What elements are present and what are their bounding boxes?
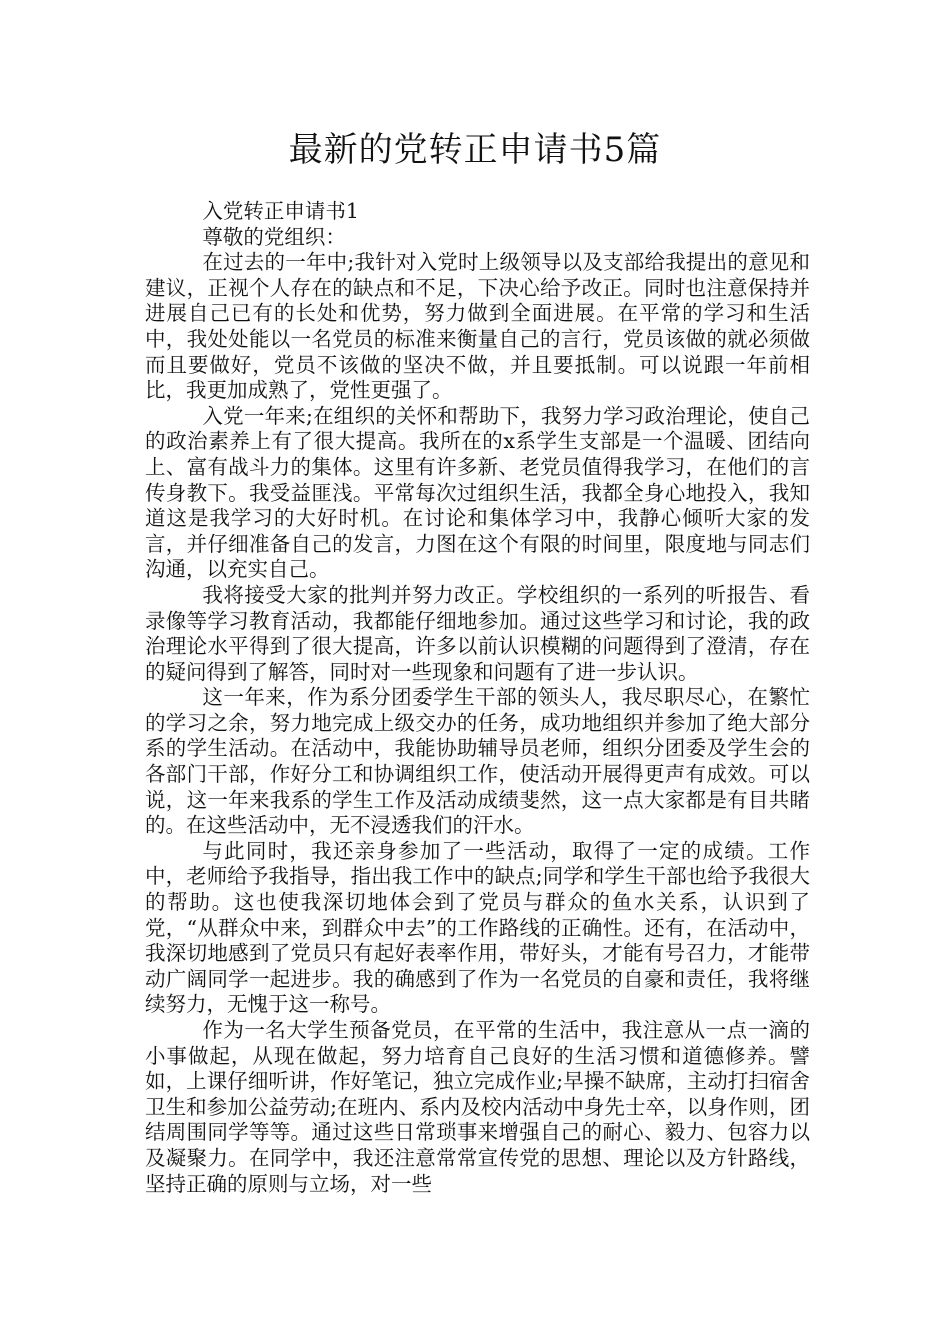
paragraph-salutation: 尊敬的党组织：	[202, 224, 346, 249]
paragraph: 这一年来，作为系分团委学生干部的领头人，我尽职尽心，在繁忙的学习之余，努力地完成上级交办的任务，成功地组织并参加了绝大部分系的学生活动。在活动中，我能协助辅导员老师，组织分团委及学生会的各部门干部，作好分工和协调组织工作，使活动开展得更声有成效。可以说，这一年来我系的学生工作及活动成绩斐然，这一点大家都是有目共睹的。在这些活动中，无不浸透我们的汗水。	[145, 685, 810, 838]
paragraph: 我将接受大家的批判并努力改正。学校组织的一系列的听报告、看录像等学习教育活动，我都能仔细地参加。通过这些学习和讨论，我的政治理论水平得到了很大提高，许多以前认识模糊的问题得到了澄清，存在的疑问得到了解答，同时对一些现象和问题有了进一步认识。	[145, 582, 810, 684]
paragraph: 入党一年来;在组织的关怀和帮助下，我努力学习政治理论，使自己的政治素养上有了很大提高。我所在的x系学生支部是一个温暖、团结向上、富有战斗力的集体。这里有许多新、老党员值得我学习，在他们的言传身教下。我受益匪浅。平常每次过组织生活，我都全身心地投入，我知道这是我学习的大好时机。在讨论和集体学习中，我静心倾听大家的发言，并仔细准备自己的发言，力图在这个有限的时间里，限度地与同志们沟通，以充实自己。	[145, 403, 810, 582]
paragraph: 与此同时，我还亲身参加了一些活动，取得了一定的成绩。工作中，老师给予我指导，指出我工作中的缺点;同学和学生干部也给予我很大的帮助。这也使我深切地体会到了党员与群众的鱼水关系，认识到了党，“从群众中来，到群众中去”的工作路线的正确性。还有，在活动中，我深切地感到了党员只有起好表率作用，带好头，才能有号召力，才能带动广阔同学一起进步。我的确感到了作为一名党员的自豪和责任，我将继续努力，无愧于这一称号。	[145, 838, 810, 1017]
document-title: 最新的党转正申请书5篇	[288, 130, 662, 170]
paragraph: 作为一名大学生预备党员，在平常的生活中，我注意从一点一滴的小事做起，从现在做起，努力培育自己良好的生活习惯和道德修养。譬如，上课仔细听讲，作好笔记，独立完成作业;早操不缺席，主动打扫宿舍卫生和参加公益劳动;在班内、系内及校内活动中身先士卒，以身作则，团结周围同学等等。通过这些日常琐事来增强自己的耐心、毅力、包容力以及凝聚力。在同学中，我还注意常常宣传党的思想、理论以及方针路线，坚持正确的原则与立场，对一些	[145, 1018, 810, 1196]
paragraph: 在过去的一年中;我针对入党时上级领导以及支部给我提出的意见和建议，正视个人存在的缺点和不足，下决心给予改正。同时也注意保持并进展自己已有的长处和优势，努力做到全面进展。在平常的学习和生活中，我处处能以一名党员的标准来衡量自己的言行，党员该做的就必须做而且要做好，党员不该做的坚决不做，并且要抵制。可以说跟一年前相比，我更加成熟了，党性更强了。	[145, 250, 810, 403]
document-body	[145, 199, 810, 1197]
paragraph-heading: 入党转正申请书1	[202, 199, 359, 223]
